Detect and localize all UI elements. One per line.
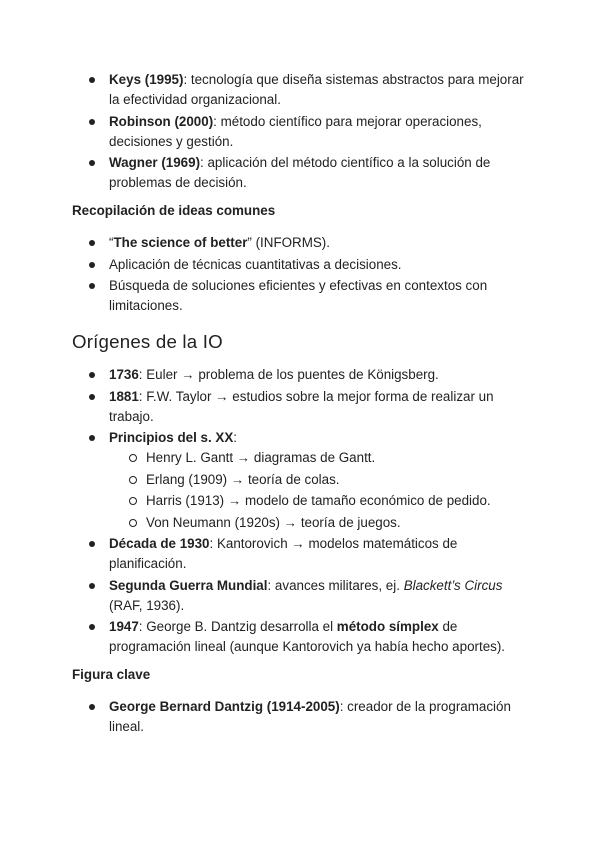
common-ideas-list: [72, 233, 532, 316]
definitions-section: [72, 70, 532, 195]
list-item: [72, 534, 532, 574]
key-figure-list: [72, 697, 532, 737]
common-ideas-heading: Recopilación de ideas comunes: [72, 203, 276, 218]
sub-list-item: Erlang (1909) → teoría de colas.: [109, 470, 532, 490]
person-description: : creador de la programación lineal.: [109, 699, 511, 734]
year-label: 1736: [109, 367, 139, 382]
event-text: : George B. Dantzig desarrolla el: [138, 619, 337, 634]
author-name: Wagner (1969): [109, 155, 201, 170]
list-item: [72, 233, 532, 253]
definition-text: : aplicación del método científico a la solución de problemas de decisión.: [109, 155, 491, 190]
origins-section: [72, 365, 532, 659]
open-quote: “: [109, 235, 114, 250]
event-text: : Kantorovich → modelos matemáticos de planificación.: [109, 536, 458, 571]
italic-name: Blackett’s Circus: [403, 577, 503, 593]
list-item: [72, 576, 532, 616]
event-text-after: (RAF, 1936).: [109, 597, 185, 613]
definition-text: : tecnología que diseña sistemas abstractos para mejorar la efectividad organizacional.: [109, 72, 524, 107]
idea-text: Búsqueda de soluciones eficientes y efectivas en contextos con limitaciones.: [109, 278, 488, 313]
list-item: [72, 70, 532, 110]
period-label: Década de 1930: [109, 536, 210, 551]
method-name: método símplex: [336, 619, 439, 634]
event-text-after: de programación lineal (aunque Kantorovich ya había hecho aportes).: [109, 619, 506, 654]
list-item: [72, 276, 532, 316]
period-label: Principios del s. XX: [109, 430, 234, 445]
author-name: Robinson (2000): [109, 113, 214, 129]
person-name: George Bernard Dantzig (1914-2005): [109, 699, 340, 714]
author-name: Keys (1995): [109, 72, 184, 87]
list-item: [72, 617, 532, 657]
sub-list-item: Henry L. Gantt → diagramas de Gantt.: [109, 448, 532, 468]
sub-list-item: Harris (1913) → modelo de tamaño económico de pedido.: [109, 491, 532, 511]
definition-text: : método científico para mejorar operaciones, decisiones y gestión.: [109, 113, 482, 149]
origins-heading: Orígenes de la IO: [72, 331, 223, 352]
list-item: [72, 428, 532, 533]
year-label: 1881: [109, 388, 139, 404]
definitions-list: [72, 70, 532, 193]
list-item: [72, 697, 532, 737]
sub-list-item: Von Neumann (1920s) → teoría de juegos.: [109, 513, 532, 533]
idea-text: Aplicación de técnicas cuantitativas a decisiones.: [109, 256, 402, 272]
slogan: The science of better: [113, 235, 248, 250]
event-text: : Euler → problema de los puentes de Königsberg.: [138, 367, 439, 382]
event-text: : avances militares, ej.: [267, 577, 404, 593]
slogan-source: ” (INFORMS).: [247, 235, 330, 250]
common-ideas-section: [72, 233, 532, 318]
event-text: : F.W. Taylor → estudios sobre la mejor forma de realizar un trabajo.: [109, 388, 494, 424]
list-item: [72, 112, 532, 152]
colon: :: [233, 430, 238, 445]
list-item: [72, 153, 532, 193]
list-item: [72, 387, 532, 427]
list-item: [72, 255, 532, 275]
key-figure-heading: Figura clave: [72, 667, 151, 682]
origins-list: [72, 365, 532, 657]
list-item: [72, 365, 532, 385]
year-label: 1947: [109, 619, 139, 634]
period-label: Segunda Guerra Mundial: [109, 577, 268, 593]
sub-list: [109, 448, 532, 533]
key-figure-section: [72, 697, 532, 739]
